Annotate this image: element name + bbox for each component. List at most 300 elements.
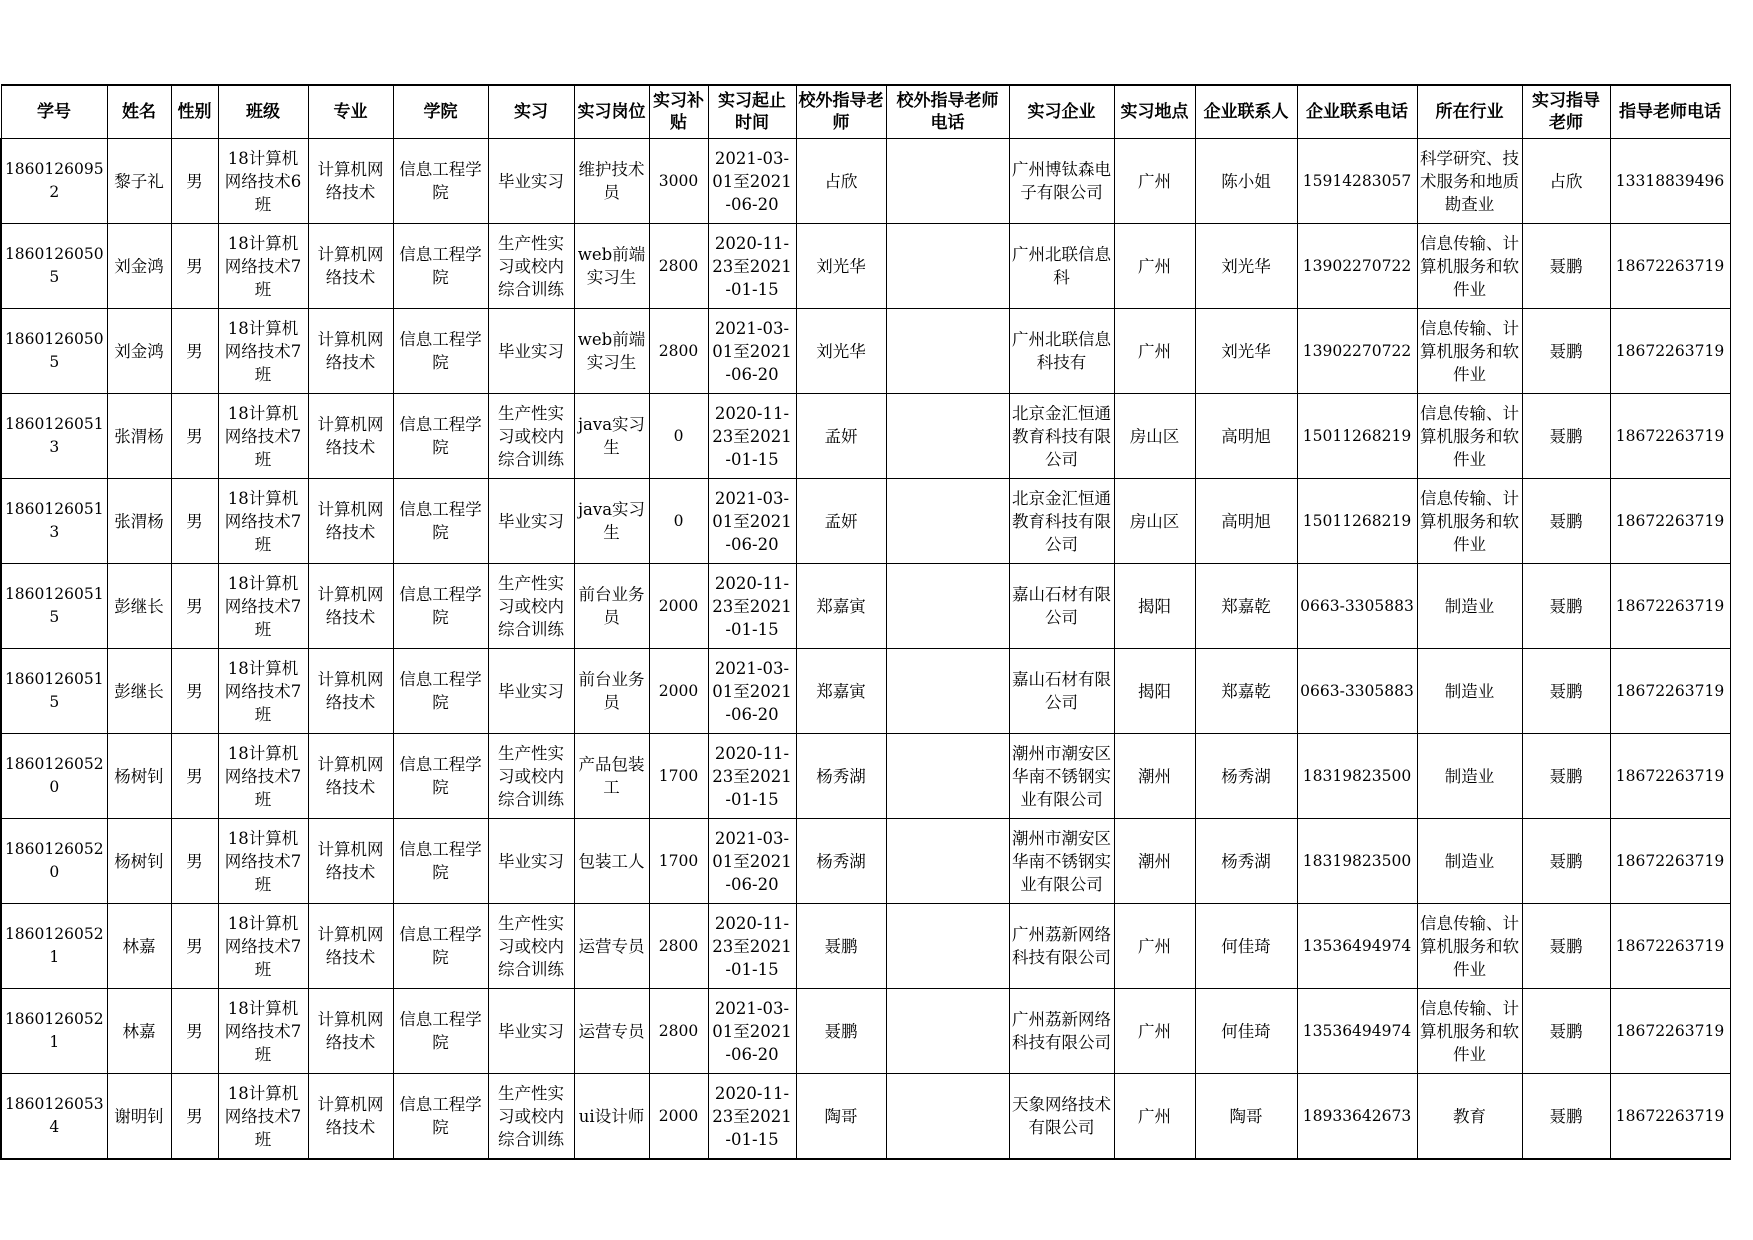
cell-industry	[1417, 394, 1522, 479]
cell-text: 信息工程学院	[399, 1095, 482, 1137]
cell-tutor	[1522, 564, 1610, 649]
cell-external-tutor-phone	[886, 224, 1009, 309]
cell-text: 信息工程学院	[399, 755, 482, 797]
cell-class	[218, 479, 308, 564]
cell-text: 黎子礼	[114, 171, 164, 191]
cell-company-phone	[1297, 819, 1417, 904]
cell-text: 毕业实习	[498, 851, 564, 871]
cell-company-contact	[1195, 734, 1297, 819]
cell-major	[308, 394, 393, 479]
cell-text: 2020-11-23至2021-01-15	[712, 743, 792, 809]
cell-text: 聂鹏	[1549, 851, 1583, 871]
cell-text: 18319823500	[1302, 766, 1412, 785]
cell-text: 孟妍	[824, 511, 858, 531]
cell-external-tutor-phone	[886, 309, 1009, 394]
cell-industry	[1417, 139, 1522, 224]
cell-text: 孟妍	[824, 426, 858, 446]
cell-name	[107, 479, 171, 564]
cell-text: 郑嘉乾	[1221, 596, 1271, 616]
cell-company-phone	[1297, 989, 1417, 1074]
cell-location	[1114, 309, 1195, 394]
cell-internship-type	[488, 394, 574, 479]
cell-text: 计算机网络技术	[317, 500, 384, 542]
cell-text: 2000	[658, 1106, 699, 1125]
cell-text: 18601260520	[4, 755, 104, 796]
cell-text: 广州北联信息科	[1012, 245, 1111, 287]
cell-position	[574, 649, 649, 734]
cell-text: 18672263719	[1615, 936, 1725, 955]
cell-text: 制造业	[1444, 766, 1495, 786]
cell-period	[708, 564, 796, 649]
cell-tutor-phone	[1610, 394, 1730, 479]
table-row	[1, 734, 1730, 819]
cell-class	[218, 904, 308, 989]
cell-text: 2020-11-23至2021-01-15	[712, 1083, 792, 1149]
cell-gender	[171, 649, 218, 734]
cell-text: 2021-03-01至2021-06-20	[712, 998, 792, 1064]
cell-internship-type	[488, 139, 574, 224]
cell-subsidy	[649, 224, 708, 309]
cell-text: 男	[186, 851, 203, 871]
cell-tutor-phone	[1610, 734, 1730, 819]
cell-company	[1009, 394, 1114, 479]
cell-company	[1009, 139, 1114, 224]
cell-name	[107, 649, 171, 734]
cell-text: 产品包装工	[578, 755, 645, 797]
cell-gender	[171, 224, 218, 309]
cell-industry	[1417, 734, 1522, 819]
column-header-student-id: 学号	[1, 85, 107, 139]
cell-subsidy	[649, 479, 708, 564]
cell-gender	[171, 139, 218, 224]
cell-position	[574, 904, 649, 989]
cell-text: 信息工程学院	[399, 500, 482, 542]
cell-text: 0663-3305883	[1300, 681, 1414, 700]
cell-text: 信息传输、计算机服务和软件业	[1420, 318, 1519, 384]
cell-text: 信息工程学院	[399, 415, 482, 457]
cell-subsidy	[649, 139, 708, 224]
cell-text: 男	[186, 426, 203, 446]
cell-text: 18601260952	[4, 160, 104, 201]
cell-text: 0663-3305883	[1300, 596, 1414, 615]
cell-college	[393, 649, 488, 734]
cell-external-tutor	[796, 394, 886, 479]
cell-company-phone	[1297, 224, 1417, 309]
column-header-position: 实习岗位	[574, 85, 649, 139]
column-header-external-tutor: 校外指导老师	[796, 85, 886, 139]
cell-class	[218, 819, 308, 904]
cell-subsidy	[649, 989, 708, 1074]
cell-text: 男	[186, 256, 203, 276]
cell-text: 18672263719	[1615, 766, 1725, 785]
cell-text: 2020-11-23至2021-01-15	[712, 403, 792, 469]
cell-text: 聂鹏	[1549, 1021, 1583, 1041]
cell-text: 聂鹏	[1549, 681, 1583, 701]
cell-company-phone	[1297, 309, 1417, 394]
cell-text: 运营专员	[578, 1021, 645, 1041]
cell-text: 2000	[658, 596, 699, 615]
cell-external-tutor	[796, 734, 886, 819]
cell-gender	[171, 564, 218, 649]
cell-external-tutor	[796, 989, 886, 1074]
cell-external-tutor	[796, 904, 886, 989]
cell-tutor-phone	[1610, 479, 1730, 564]
cell-text: 生产性实习或校内综合训练	[498, 1083, 564, 1149]
cell-internship-type	[488, 989, 574, 1074]
cell-college	[393, 224, 488, 309]
cell-text: 18计算机网络技术7班	[224, 403, 302, 469]
cell-text: 陶哥	[1229, 1106, 1263, 1126]
column-header-industry: 所在行业	[1417, 85, 1522, 139]
cell-gender	[171, 989, 218, 1074]
cell-text: 刘金鸿	[114, 256, 164, 276]
cell-text: 18计算机网络技术7班	[224, 233, 302, 299]
cell-text: 广州荔新网络科技有限公司	[1012, 1010, 1111, 1052]
cell-class	[218, 394, 308, 479]
cell-external-tutor-phone	[886, 649, 1009, 734]
cell-text: 揭阳	[1138, 681, 1171, 701]
cell-text: 13902270722	[1302, 256, 1412, 275]
cell-company	[1009, 309, 1114, 394]
table-row	[1, 989, 1730, 1074]
cell-text: 18933642673	[1302, 1106, 1412, 1125]
cell-text: 广州	[1138, 256, 1171, 276]
cell-text: 潮州	[1138, 851, 1171, 871]
cell-text: 生产性实习或校内综合训练	[498, 403, 564, 469]
cell-tutor-phone	[1610, 819, 1730, 904]
cell-major	[308, 139, 393, 224]
cell-text: 维护技术员	[578, 160, 645, 202]
cell-college	[393, 139, 488, 224]
cell-company-contact	[1195, 564, 1297, 649]
cell-text: java实习生	[577, 500, 646, 542]
internship-sheet	[0, 84, 1731, 1160]
cell-text: 18计算机网络技术7班	[224, 488, 302, 554]
cell-name	[107, 1074, 171, 1160]
cell-class	[218, 649, 308, 734]
table-row	[1, 224, 1730, 309]
cell-text: 18672263719	[1615, 851, 1725, 870]
cell-text: web前端实习生	[577, 330, 646, 372]
column-header-company-contact: 企业联系人	[1195, 85, 1297, 139]
cell-tutor	[1522, 309, 1610, 394]
cell-text: 13536494974	[1302, 936, 1412, 955]
cell-text: 广州	[1138, 936, 1171, 956]
cell-external-tutor-phone	[886, 734, 1009, 819]
cell-major	[308, 479, 393, 564]
cell-external-tutor-phone	[886, 479, 1009, 564]
table-row	[1, 394, 1730, 479]
cell-company-contact	[1195, 139, 1297, 224]
cell-text: 杨树钊	[114, 766, 164, 786]
cell-location	[1114, 819, 1195, 904]
cell-text: 包装工人	[578, 851, 645, 871]
table-row	[1, 309, 1730, 394]
cell-gender	[171, 819, 218, 904]
cell-text: 广州博钛森电子有限公司	[1012, 160, 1111, 202]
cell-external-tutor	[796, 309, 886, 394]
cell-text: 18计算机网络技术7班	[224, 658, 302, 724]
cell-company-phone	[1297, 734, 1417, 819]
cell-text: 杨秀湖	[1221, 851, 1271, 871]
cell-text: 18601260513	[4, 415, 104, 456]
cell-text: 18601260515	[4, 585, 104, 626]
table-row	[1, 564, 1730, 649]
cell-gender	[171, 734, 218, 819]
cell-text: 郑嘉寅	[816, 596, 866, 616]
column-header-company: 实习企业	[1009, 85, 1114, 139]
cell-text: 男	[186, 1021, 203, 1041]
cell-text: 信息工程学院	[399, 160, 482, 202]
cell-external-tutor-phone	[886, 819, 1009, 904]
cell-text: 嘉山石材有限公司	[1012, 670, 1111, 712]
internship-table	[0, 84, 1731, 1160]
cell-industry	[1417, 224, 1522, 309]
cell-location	[1114, 394, 1195, 479]
cell-text: 计算机网络技术	[317, 330, 384, 372]
cell-text: 18601260521	[4, 1010, 104, 1051]
column-header-period: 实习起止时间	[708, 85, 796, 139]
cell-text: 聂鹏	[1549, 256, 1583, 276]
cell-company	[1009, 649, 1114, 734]
cell-college	[393, 1074, 488, 1160]
table-row	[1, 479, 1730, 564]
cell-tutor	[1522, 904, 1610, 989]
cell-external-tutor	[796, 479, 886, 564]
cell-text: 0	[673, 426, 684, 445]
cell-text: 聂鹏	[1549, 766, 1583, 786]
cell-college	[393, 309, 488, 394]
cell-text: 信息传输、计算机服务和软件业	[1420, 403, 1519, 469]
cell-text: 生产性实习或校内综合训练	[498, 743, 564, 809]
cell-period	[708, 989, 796, 1074]
cell-external-tutor-phone	[886, 564, 1009, 649]
cell-tutor-phone	[1610, 649, 1730, 734]
cell-company-contact	[1195, 224, 1297, 309]
cell-location	[1114, 734, 1195, 819]
cell-text: 2800	[658, 1021, 699, 1040]
column-header-location: 实习地点	[1114, 85, 1195, 139]
cell-external-tutor	[796, 649, 886, 734]
cell-text: 计算机网络技术	[317, 585, 384, 627]
cell-text: 2021-03-01至2021-06-20	[712, 828, 792, 894]
cell-text: 18601260534	[4, 1095, 104, 1136]
cell-college	[393, 904, 488, 989]
cell-text: 揭阳	[1138, 596, 1171, 616]
cell-tutor-phone	[1610, 989, 1730, 1074]
cell-text: 2021-03-01至2021-06-20	[712, 148, 792, 214]
cell-text: 18672263719	[1615, 511, 1725, 530]
cell-tutor-phone	[1610, 309, 1730, 394]
cell-gender	[171, 309, 218, 394]
cell-text: 2020-11-23至2021-01-15	[712, 913, 792, 979]
cell-tutor	[1522, 479, 1610, 564]
cell-text: 郑嘉乾	[1221, 681, 1271, 701]
cell-company	[1009, 734, 1114, 819]
cell-text: 广州	[1138, 1106, 1171, 1126]
cell-internship-type	[488, 564, 574, 649]
cell-company-contact	[1195, 649, 1297, 734]
cell-period	[708, 224, 796, 309]
cell-text: 18计算机网络技术6班	[224, 148, 302, 214]
cell-company-contact	[1195, 394, 1297, 479]
cell-text: 张渭杨	[114, 426, 164, 446]
cell-location	[1114, 904, 1195, 989]
cell-internship-type	[488, 1074, 574, 1160]
cell-text: 计算机网络技术	[317, 160, 384, 202]
table-row	[1, 649, 1730, 734]
cell-text: 15914283057	[1302, 171, 1412, 190]
cell-company-contact	[1195, 1074, 1297, 1160]
cell-text: 男	[186, 171, 203, 191]
cell-text: 计算机网络技术	[317, 1095, 384, 1137]
cell-external-tutor	[796, 224, 886, 309]
cell-internship-type	[488, 734, 574, 819]
cell-text: 嘉山石材有限公司	[1012, 585, 1111, 627]
cell-text: 计算机网络技术	[317, 840, 384, 882]
cell-text: 18计算机网络技术7班	[224, 573, 302, 639]
cell-college	[393, 479, 488, 564]
cell-text: 2800	[658, 341, 699, 360]
cell-position	[574, 224, 649, 309]
cell-text: 刘光华	[816, 341, 866, 361]
cell-text: 13536494974	[1302, 1021, 1412, 1040]
cell-external-tutor-phone	[886, 394, 1009, 479]
column-header-class: 班级	[218, 85, 308, 139]
cell-period	[708, 394, 796, 479]
cell-class	[218, 989, 308, 1074]
cell-text: 男	[186, 1106, 203, 1126]
cell-name	[107, 819, 171, 904]
cell-major	[308, 224, 393, 309]
cell-subsidy	[649, 1074, 708, 1160]
cell-location	[1114, 224, 1195, 309]
cell-industry	[1417, 819, 1522, 904]
cell-text: 何佳琦	[1221, 936, 1271, 956]
cell-name	[107, 904, 171, 989]
cell-student-id	[1, 989, 107, 1074]
cell-text: 18计算机网络技术7班	[224, 828, 302, 894]
cell-tutor-phone	[1610, 904, 1730, 989]
cell-text: 计算机网络技术	[317, 755, 384, 797]
cell-text: 制造业	[1444, 851, 1495, 871]
cell-student-id	[1, 139, 107, 224]
cell-text: 北京金汇恒通教育科技有限公司	[1012, 403, 1111, 469]
cell-text: 高明旭	[1221, 511, 1271, 531]
cell-text: 毕业实习	[498, 511, 564, 531]
cell-text: 郑嘉寅	[816, 681, 866, 701]
cell-company-phone	[1297, 394, 1417, 479]
cell-tutor	[1522, 394, 1610, 479]
cell-tutor	[1522, 1074, 1610, 1160]
cell-period	[708, 1074, 796, 1160]
cell-class	[218, 564, 308, 649]
cell-text: 聂鹏	[824, 1021, 858, 1041]
cell-text: 计算机网络技术	[317, 925, 384, 967]
cell-period	[708, 309, 796, 394]
cell-period	[708, 649, 796, 734]
cell-student-id	[1, 309, 107, 394]
cell-text: 毕业实习	[498, 1021, 564, 1041]
cell-text: 占欣	[1549, 171, 1583, 191]
cell-internship-type	[488, 224, 574, 309]
cell-text: 2021-03-01至2021-06-20	[712, 488, 792, 554]
cell-text: 18601260521	[4, 925, 104, 966]
cell-gender	[171, 394, 218, 479]
cell-position	[574, 139, 649, 224]
cell-text: 2800	[658, 256, 699, 275]
cell-text: 1700	[658, 766, 699, 785]
cell-text: 18319823500	[1302, 851, 1412, 870]
cell-text: 林嘉	[122, 936, 156, 956]
cell-text: 房山区	[1129, 426, 1180, 446]
cell-text: 科学研究、技术服务和地质勘查业	[1420, 148, 1519, 214]
cell-subsidy	[649, 734, 708, 819]
cell-college	[393, 989, 488, 1074]
column-header-internship-type: 实习	[488, 85, 574, 139]
cell-text: 聂鹏	[1549, 341, 1583, 361]
cell-text: 18672263719	[1615, 426, 1725, 445]
cell-tutor	[1522, 224, 1610, 309]
cell-text: 计算机网络技术	[317, 245, 384, 287]
cell-major	[308, 649, 393, 734]
cell-text: 广州荔新网络科技有限公司	[1012, 925, 1111, 967]
cell-company	[1009, 224, 1114, 309]
cell-text: 计算机网络技术	[317, 1010, 384, 1052]
cell-text: 教育	[1453, 1106, 1486, 1126]
cell-text: 房山区	[1129, 511, 1180, 531]
cell-text: 18672263719	[1615, 341, 1725, 360]
cell-text: 杨树钊	[114, 851, 164, 871]
cell-text: 高明旭	[1221, 426, 1271, 446]
cell-company-phone	[1297, 649, 1417, 734]
cell-position	[574, 564, 649, 649]
header-row	[1, 85, 1730, 139]
cell-position	[574, 1074, 649, 1160]
cell-text: java实习生	[577, 415, 646, 457]
cell-gender	[171, 904, 218, 989]
cell-company	[1009, 989, 1114, 1074]
cell-text: 天象网络技术有限公司	[1012, 1095, 1111, 1137]
cell-external-tutor-phone	[886, 989, 1009, 1074]
cell-text: 何佳琦	[1221, 1021, 1271, 1041]
cell-text: 信息工程学院	[399, 245, 482, 287]
cell-text: 刘光华	[1221, 256, 1271, 276]
cell-text: 刘金鸿	[114, 341, 164, 361]
cell-name	[107, 989, 171, 1074]
table-body	[1, 139, 1730, 1160]
cell-industry	[1417, 309, 1522, 394]
cell-text: 谢明钊	[114, 1106, 164, 1126]
cell-text: 生产性实习或校内综合训练	[498, 573, 564, 639]
column-header-major: 专业	[308, 85, 393, 139]
cell-college	[393, 564, 488, 649]
cell-text: 北京金汇恒通教育科技有限公司	[1012, 488, 1111, 554]
cell-subsidy	[649, 819, 708, 904]
cell-location	[1114, 139, 1195, 224]
cell-text: 潮州市潮安区华南不锈钢实业有限公司	[1012, 743, 1111, 809]
cell-text: 信息工程学院	[399, 1010, 482, 1052]
cell-text: 18计算机网络技术7班	[224, 743, 302, 809]
cell-text: ui设计师	[578, 1106, 645, 1126]
column-header-gender: 性别	[171, 85, 218, 139]
cell-location	[1114, 1074, 1195, 1160]
cell-internship-type	[488, 904, 574, 989]
cell-company-contact	[1195, 904, 1297, 989]
cell-text: 林嘉	[122, 1021, 156, 1041]
cell-class	[218, 1074, 308, 1160]
cell-position	[574, 734, 649, 819]
